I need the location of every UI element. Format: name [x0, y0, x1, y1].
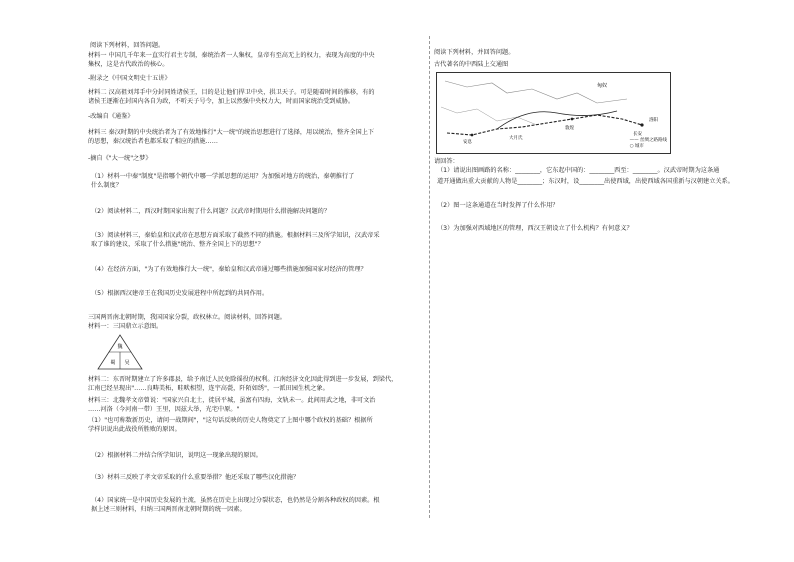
diagram-label-wei: 魏 [117, 344, 123, 350]
left-line-19: 材料一：三国鼎立示意图。 [88, 323, 163, 330]
left-line-13: （2）阅读材料二，西汉时期国家出现了什么问题？汉武帝时期用什么措施解决问题的？ [91, 208, 331, 215]
map-city-anxi [471, 134, 474, 137]
map-legend-city: ○ 城市 [629, 144, 644, 149]
silk-road-map [436, 72, 671, 154]
left-line-2: 材料一 中国几千年来一直实行君主专制，秦统治者一人集权，皇帝有至高无上的权力，表现为高度的中央 [88, 52, 375, 59]
left-line-10: -摘自《"大一统"之梦》 [88, 155, 152, 162]
map-legend [630, 138, 667, 150]
map-label-xiongnu: 匈奴 [597, 83, 608, 89]
right-line-6: （2）图一这条通道在当时发挥了什么作用？ [437, 202, 559, 209]
right-line-2: 古代著名的中西陆上交通图 [434, 61, 509, 68]
right-line-1: 阅读下列材料，并回答问题。 [434, 49, 515, 56]
map-city-changan [640, 123, 643, 126]
map-river-line [441, 107, 537, 125]
left-line-25: 学样识说出此战役所胜败的原因。 [88, 426, 181, 433]
map-legend-road: —— 丝绸之路路线 [629, 138, 667, 143]
left-line-15: 取了谁的建议，采取了什么措施"统治、整齐全国上下的思想"？ [91, 241, 264, 248]
left-line-18: 三国两晋南北朝时期，我国国家分裂，政权林立。阅读材料，回答问题。 [88, 314, 286, 321]
left-line-1: 阅读下列材料，回答问题。 [90, 42, 165, 49]
diagram-label-shu: 蜀 [110, 360, 116, 366]
right-line-7: （3）为加强对西域地区的管理，西汉王朝设立了什么机构？有何意义？ [437, 225, 633, 232]
left-line-28: （4）国家统一是中国历史发展的主流，虽然在历史上出现过分裂状态，也仍然是分割各种政权的因素。根 [91, 497, 380, 504]
right-line-5: 道开通做出重大贡献的人物是________；东汉时，设________出使西域，出使西域各国重新与汉朝建立关系。 [437, 178, 734, 185]
map-label-changan: 长安 [633, 132, 642, 137]
map-route-north [497, 111, 617, 129]
left-line-9: 的思想，秦汉统治者也都采取了相应的措施…… [88, 138, 218, 145]
map-label-dunhuang: 敦煌 [565, 126, 574, 131]
left-line-21: 江南已经呈现出"……良畴美柘，畦畎相望，连宇高甍，阡陌如绣"，一派田园生机之象。 [88, 385, 329, 392]
map-label-luoyang: 洛阳 [649, 118, 658, 123]
left-line-27: （3）材料三反映了孝文帝采取的什么重要举措？他还采取了哪些汉化措施？ [91, 474, 300, 481]
left-line-26: （2）根据材料二并结合所学知识，说明这一现象出现的原因。 [91, 452, 262, 459]
left-line-4: -附录之《中国文明史十五讲》 [88, 75, 171, 82]
map-city-dunhuang [571, 118, 574, 121]
map-label-dayuezhi: 大月氏 [509, 136, 523, 141]
left-line-24: （1）"也可称数新历史，请问一战期间"，"这句话反映的历史人物奠定了上图中哪个政权的基础？根据所 [88, 417, 373, 424]
left-line-3: 集权，这是古代政治的核心。 [88, 61, 169, 68]
left-line-16: （4）在经济方面，"为了有效地推行大一统"，秦始皇和汉武帝通过哪些措施加强国家对经济的管理？ [91, 266, 367, 273]
left-line-14: （3）阅读材料三，秦始皇和汉武帝在思想方面采取了截然不同的措施。根据材料三及所学知识，汉武帝采 [91, 232, 380, 239]
column-divider [429, 36, 430, 518]
left-line-17: （5）根据西汉建帝王在我国历史发展进程中所起到的共同作用。 [91, 290, 269, 297]
left-line-23: ……河洛（今河南一带）王里，因兹大举，光宅中原。" [88, 406, 240, 413]
map-route [447, 115, 642, 135]
left-line-8: 材料三 秦汉时期的中央统治者为了有效地推行"大一统"的统治思想进行了选择，用以统治，整齐全国上下 [88, 129, 375, 136]
map-label-anxi: 安息 [463, 140, 472, 145]
left-line-6: 诸侯王逐渐在封国内各自为政，不听天子号令，加上以然强中央权力大，时而国家统治受到威胁。 [88, 98, 355, 105]
left-line-22: 材料三：北魏孝文帝曾说："国家兴自北土，徙居平城，虽富有四海，文轨未一。此间用武之地，非可文治 [88, 397, 376, 404]
right-line-4: （1）请说出图画路的名称：________，它东起中国的：________西至：________。汉武帝时期为这条通 [437, 167, 720, 174]
three-kingdoms-diagram [96, 333, 144, 371]
diagram-label-wu: 吴 [124, 360, 130, 366]
right-line-3: 请回答： [434, 158, 459, 165]
left-line-29: 据上述三则材料，归纳三国两晋南北朝时期的统一因素。 [91, 506, 246, 513]
left-line-7: -改编自《通鉴》 [88, 113, 134, 120]
left-line-5: 材料二 汉高祖刘邦手中分封同姓诸侯王，目的是让他们捍卫中央，拱卫天子。可是随着时间的推移，有的 [88, 89, 375, 96]
left-line-12: 什么制度？ [91, 182, 122, 189]
left-line-11: （1）材料一中秦"制度"是指哪个朝代中哪一学派思想的运用？为加强对地方的统治，秦朝推行了 [91, 173, 355, 180]
left-line-20: 材料二：东晋时期建立了许多郡县，给予南迁人民免除徭役的权利。江南经济文化因此得到进一步发展，到梁代， [88, 376, 398, 383]
